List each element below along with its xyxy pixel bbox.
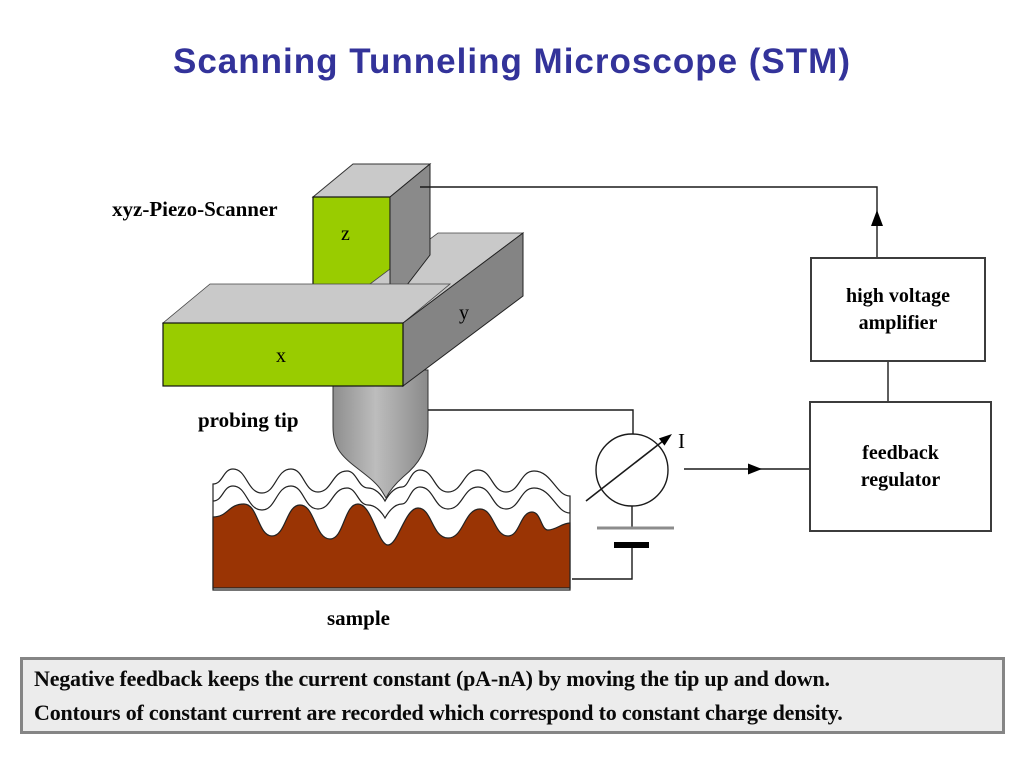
axis-label-z: z (341, 223, 350, 245)
current-label: I (678, 429, 685, 453)
caption-line1: Negative feedback keeps the current constant (pA-nA) by moving the tip up and down. (34, 666, 830, 691)
caption-line2: Contours of constant current are recorded which correspond to constant charge density. (34, 700, 843, 725)
axis-label-x: x (276, 345, 286, 367)
axis-label-y: y (459, 302, 469, 324)
arrow-right-icon (748, 464, 762, 475)
high-voltage-amplifier-line2: amplifier (858, 311, 938, 334)
wire-tip-to-ammeter (428, 410, 633, 434)
piezo-x-top-face (163, 284, 450, 323)
sample-label: sample (327, 606, 390, 630)
caption-box (20, 657, 1005, 734)
high-voltage-amplifier-box (810, 257, 986, 362)
high-voltage-amplifier-line1: high voltage (846, 284, 950, 307)
feedback-regulator-line2: regulator (860, 468, 941, 491)
feedback-regulator-box (809, 401, 992, 532)
wire-battery-to-sample (572, 548, 632, 579)
scanner-label: xyz-Piezo-Scanner (112, 197, 278, 221)
feedback-regulator-line1: feedback (862, 441, 939, 464)
arrow-up-icon (871, 210, 883, 226)
ammeter-arrowhead-icon (659, 434, 672, 446)
probing-tip-label: probing tip (198, 408, 299, 432)
slide-title: Scanning Tunneling Microscope (STM) (173, 42, 851, 81)
